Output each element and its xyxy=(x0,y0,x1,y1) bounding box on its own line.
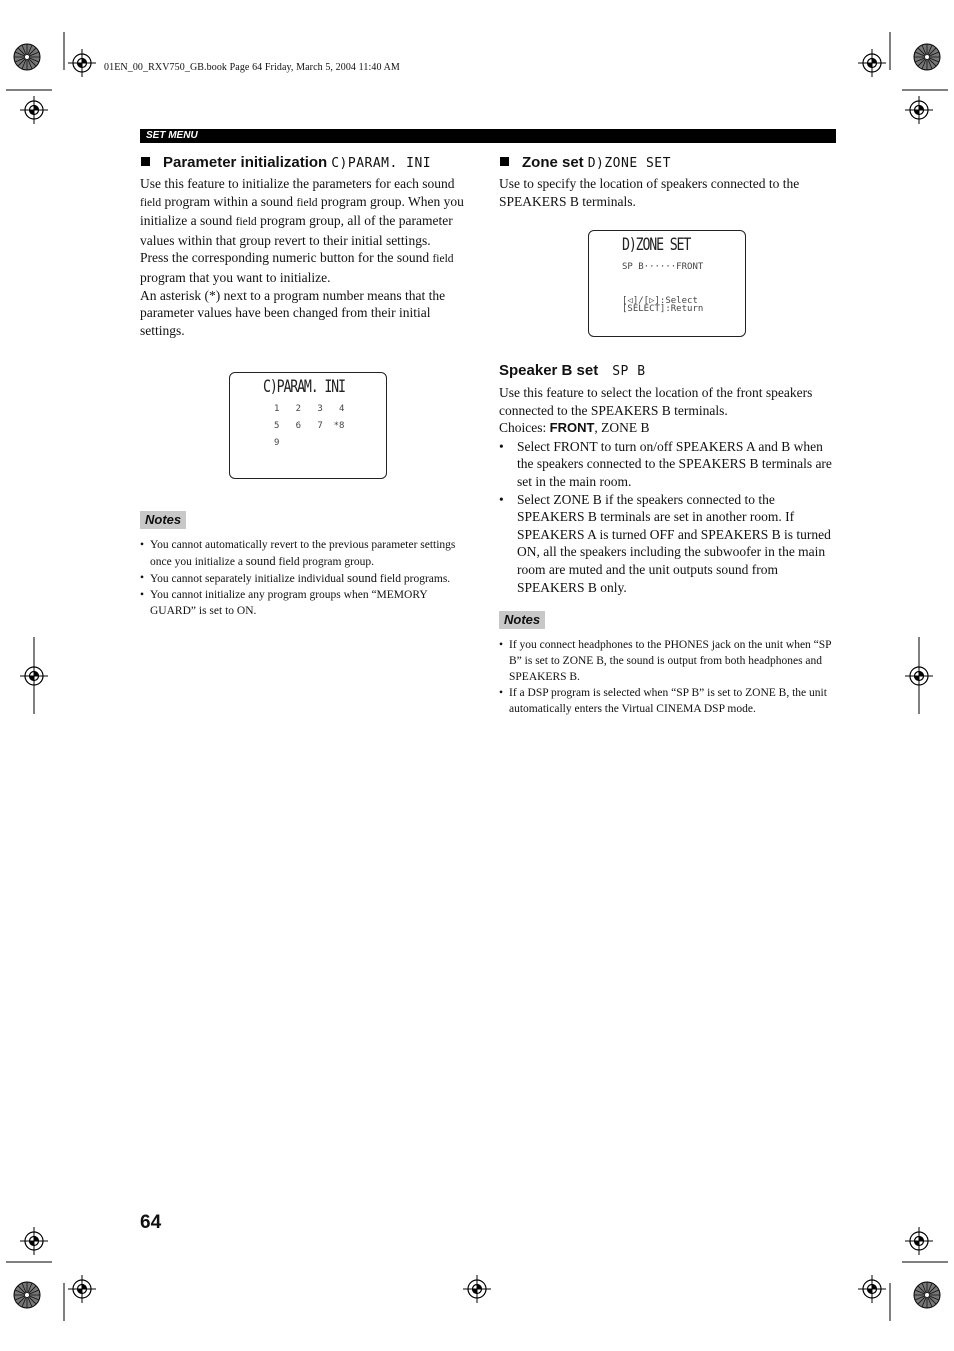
notes-label: Notes xyxy=(499,611,545,629)
choices-label: Choices: xyxy=(499,420,550,436)
text: field programs. xyxy=(377,573,451,585)
square-bullet-icon xyxy=(141,157,150,166)
text: sound xyxy=(347,571,378,585)
text: Use this feature to initialize the parameters for each sound xyxy=(140,176,455,191)
display-line-1: SP B······FRONT xyxy=(622,262,704,272)
param-init-display xyxy=(229,372,387,479)
section-bar xyxy=(140,129,836,143)
section-title: SET MENU xyxy=(146,130,198,141)
speaker-b-intro: Use this feature to select the location of the front speakers connected to the SPEAKERS B terminals. xyxy=(499,385,813,418)
bullet-item: • Select ZONE B if the speakers connected to the SPEAKERS B terminals are set in another room. If SPEAKERS A is turned OFF and SPEAKERS B is turned ON, all the speakers including the subwoofer in the main room are muted and the unit outputs sound from SPEAKERS B only. xyxy=(499,491,837,597)
heading-text: Parameter initialization xyxy=(163,154,328,171)
parameter-initialization-heading xyxy=(140,153,478,174)
zone-set-intro: Use to specify the location of speakers connected to the SPEAKERS B terminals. xyxy=(499,176,800,209)
right-column xyxy=(499,153,837,210)
left-column xyxy=(140,153,478,339)
note-item: • If you connect headphones to the PHONES jack on the unit when “SP B” is set to ZONE B, the sound is output from both headphones and SPEAKERS B. xyxy=(499,637,833,685)
choices xyxy=(499,419,837,437)
text: program group, all of the parameter values within that group revert to their initial settings. xyxy=(140,213,453,248)
text: program group. When you initialize a sound xyxy=(140,193,464,229)
text: field program group. xyxy=(275,556,375,568)
display-line-2: [◁]/[▷]:Select xyxy=(622,296,698,306)
text: field xyxy=(432,253,454,266)
text: field xyxy=(235,216,257,229)
note-item: • If a DSP program is selected when “SP B” is set to ZONE B, the unit automatically enters the Virtual CINEMA DSP mode. xyxy=(499,685,833,717)
display-row-1: 1 2 3 4 xyxy=(274,404,345,414)
heading-code: C)PARAM. INI xyxy=(331,156,432,171)
note-item xyxy=(140,537,468,570)
paragraph xyxy=(140,249,478,286)
notes-label: Notes xyxy=(140,511,186,529)
heading-text: Zone set xyxy=(522,154,584,171)
note-item xyxy=(140,570,468,587)
text: You cannot automatically revert to the previous parameter settings once you initialize a xyxy=(150,539,456,568)
paragraph xyxy=(140,287,478,340)
page-number: 64 xyxy=(140,1212,162,1233)
bullet-item: • Select FRONT to turn on/off SPEAKERS A and B when the speakers connected to the SPEAKERS B terminals are set in the main room. xyxy=(499,438,837,491)
note-item xyxy=(140,587,468,619)
paragraph xyxy=(140,175,478,249)
text: Press the corresponding numeric button for the sound xyxy=(140,250,433,266)
zone-set-display xyxy=(588,230,746,337)
display-row-2: 5 6 7 *8 xyxy=(274,421,345,431)
display-row-3: 9 xyxy=(274,438,280,448)
text: field xyxy=(140,196,162,209)
speaker-b-section xyxy=(499,361,837,596)
file-info-header: 01EN_00_RXV750_GB.book Page 64 Friday, March 5, 2004 11:40 AM xyxy=(104,62,400,73)
square-bullet-icon xyxy=(500,157,509,166)
heading-text: Speaker B set xyxy=(499,362,599,379)
text: field xyxy=(296,196,318,209)
zone-set-heading xyxy=(499,153,837,174)
text: You cannot initialize any program groups when “MEMORY GUARD” is set to ON. xyxy=(150,589,428,617)
heading-code: SP B xyxy=(612,364,646,379)
choices-rest: , ZONE B xyxy=(594,420,650,436)
text: program that you want to initialize. xyxy=(140,269,331,285)
speaker-b-heading xyxy=(499,361,837,382)
right-notes xyxy=(499,637,833,717)
text: An asterisk (*) next to a program number means that the parameter values have been changed from their initial settings. xyxy=(140,287,446,338)
text: You cannot separately initialize individual xyxy=(150,573,348,585)
display-line-3: [SELECT]:Return xyxy=(622,304,704,314)
heading-code: D)ZONE SET xyxy=(587,156,671,171)
text: program within a sound xyxy=(161,193,297,209)
choices-default: FRONT xyxy=(549,420,595,436)
display-title: D)ZONE SET xyxy=(622,235,691,255)
display-title: C)PARAM. INI xyxy=(263,377,345,397)
text: sound xyxy=(245,554,276,568)
parameter-initialization-body xyxy=(140,175,478,339)
left-notes xyxy=(140,537,468,619)
